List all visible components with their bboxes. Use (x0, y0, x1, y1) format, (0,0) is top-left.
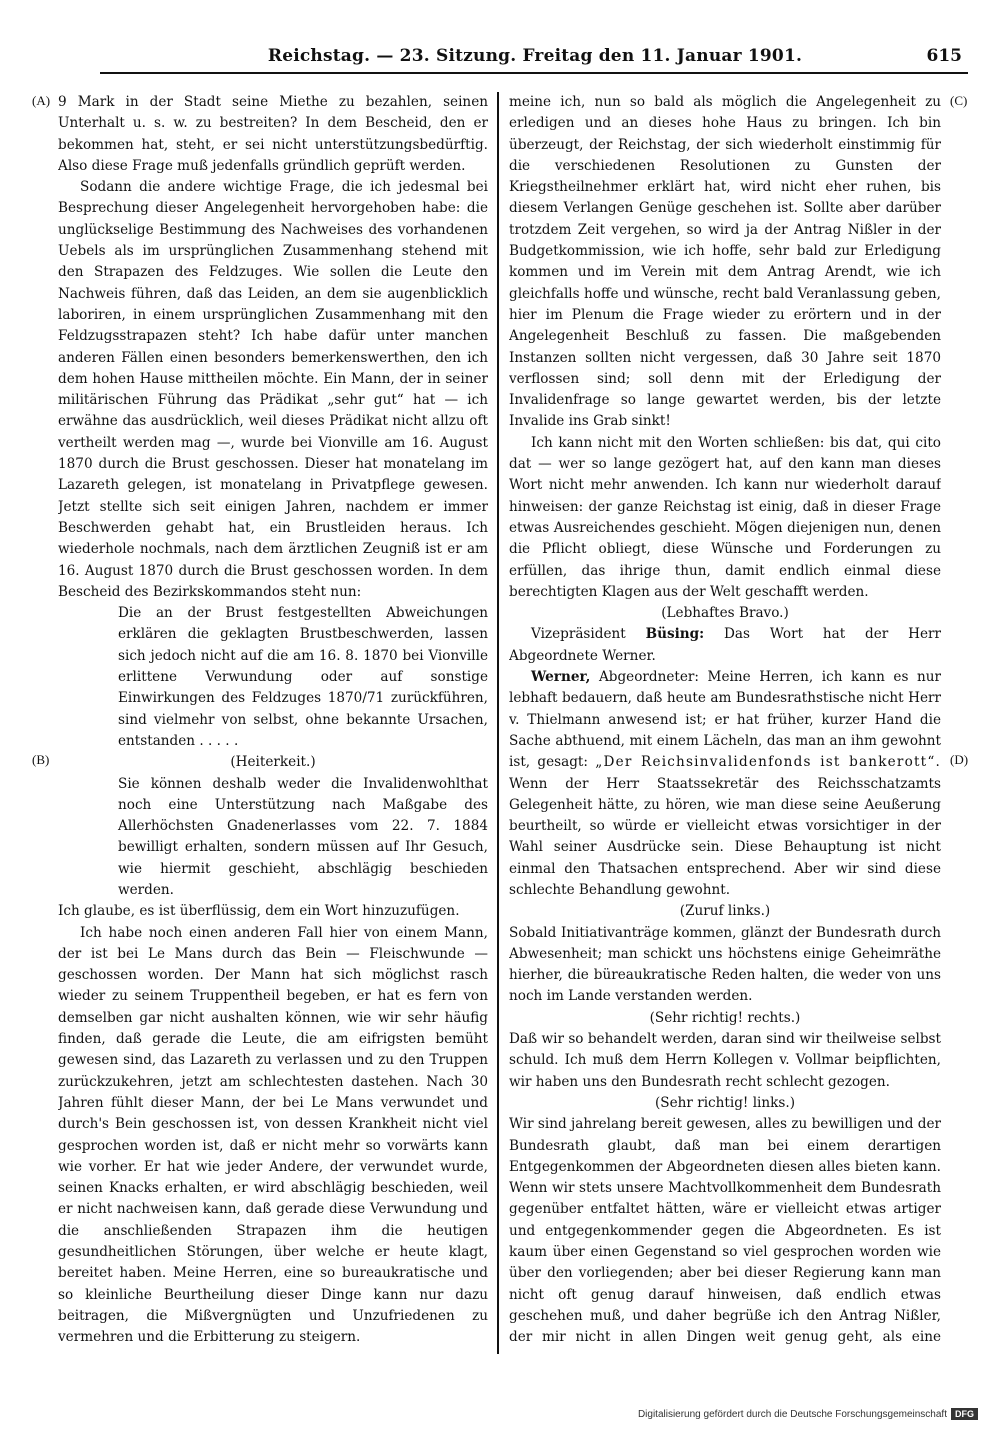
digitization-credit (638, 1408, 978, 1420)
margin-mark-b: (B) (32, 752, 50, 767)
quoted-notice: Die an der Brust festgestellten Abweichungen erklären die geklagten Brustbeschwerden, lassen sich jedoch nicht auf die am 16. 8. 1870 bei Vionville erlittene Verwundung oder auf sonstige Einwirkungen des Feldzuges 1870/71 zurückführen, sind vielmehr von selbst, ohne bekannte Ursachen, entstanden . . . . . (118, 605, 488, 749)
paragraph: meine ich, nun so bald als möglich die Angelegenheit zu erledigen und an dieses hohe Haus zu bringen. Ich bin überzeugt, der Reichstag, der sich wiederholt einstimmig für die verschiedenen Resolutionen zu Gunsten der Kriegstheilnehmer erklärt hat, wird nicht eher ruhen, bis diesem Verlangen Genüge geschehen ist. Sollte aber darüber trotzdem Zeit vergehen, so wird ja der Antrag Nißler in der Budgetkommission, wie ich hoffe, sehr bald zur Erledigung kommen und im Verein mit dem Antrag Arendt, wie ich gleichfalls hoffe und wünsche, recht bald Veranlassung geben, hier im Plenum die Frage wieder zu erörtern und in der Angelegenheit Beschluß zu fassen. Die maßgebenden Instanzen sollten nicht vergessen, daß 30 Jahre seit 1870 verflossen sind; soll denn mit der Erledigung der Invalidenfrage so lange gewartet werden, bis der letzte Invalide ins Grab sinkt! (509, 94, 941, 430)
interjection (58, 1349, 488, 1352)
left-column (58, 92, 488, 1352)
interjection: (Sehr richtig! rechts.) (649, 1009, 801, 1026)
speaker-text: Abgeordneter: Meine Herren, ich kann es nur lebhaft bedauern, daß heute am Bundesrathstische nicht Herr v. Thielmann anwesend ist; er hat früher, kurzer Hand die Sache abthuend, mit einem Lächeln, das man an ihm gewohnt ist, gesagt: (509, 669, 941, 771)
margin-mark-c: (C) (950, 93, 968, 108)
interjection: (Sehr richtig! links.) (654, 1094, 796, 1111)
paragraph: Ich habe noch einen anderen Fall hier von einem Mann, der ist bei Le Mans durch das Bein — Fleischwunde — geschossen worden. Der Mann hat sich möglichst rasch wieder zu seinem Truppentheil begeben, er hat es fern von demselben gar nicht aushalten können, wie wir sehr häufig finden, daß gerade die Leute, die am eifrigsten bemüht gewesen sind, das Lazareth zu verlassen und zu den Truppen zurückzukehren, jetzt am schlechtesten dastehen. Nach 30 Jahren fühlt dieser Mann, der bei Le Mans verwundet und durch's Bein geschossen ist, von dessen Krankheit nicht viel gesprochen worden ist, daß er nicht mehr so vorwärts kann wie vorher. Er hat wie jeder Andere, der verwundet wurde, seinen Knacks erhalten, er wird abschlägig beschieden, weil er nicht nachweisen kann, daß gerade diese Verwundung und die anschließenden Strapazen ihm die heutigen gesundheitlichen Störungen, über welche er heute klagt, bereitet haben. Meine Herren, eine so bureaukratische und so kleinliche Beurtheilung dieser Dinge kann nur dazu beitragen, die Mißvergnügten und Unzufriedenen zu vermehren und die Erbitterung zu steigern. (58, 924, 488, 1346)
paragraph: Ich kann nicht mit den Worten schließen: bis dat, qui cito dat — wer so lange gezögert hat, auf den kann man dieses Wort nicht mehr anwenden. Ich kann nur wiederholt darauf hinweisen: der ganze Reichstag ist einig, daß in dieser Frage etwas Ausreichendes geschieht. Mögen diejenigen nun, denen die Pflicht obliegt, diese Wünsche und Forderungen zu erfüllen, das ihrige thun, damit endlich einmal diese berechtigten Klagen aus der Welt geschafft werden. (509, 434, 941, 600)
paragraph: Ich glaube, es ist überflüssig, dem ein Wort hinzuzufügen. (58, 903, 460, 920)
speaker-text: Das Wort hat der Herr Abgeordnete Werner. (509, 626, 941, 664)
paragraph: Daß wir so behandelt werden, daran sind wir theilweise selbst schuld. Ich muß dem Herrn Kollegen v. Vollmar beipflichten, wir haben uns den Bundesrath recht schlecht gezogen. (509, 1031, 941, 1090)
column-divider (497, 92, 499, 1354)
paragraph: 9 Mark in der Stadt seine Miethe zu bezahlen, seinen Unterhalt u. s. w. zu bestreiten? In dem Bescheid, den er bekommen hat, steht, er sei nicht unterstützungsbedürftig. Also diese Frage muß jedenfalls gründlich geprüft werden. (58, 94, 488, 174)
interjection: (Lebhaftes Bravo.) (661, 605, 789, 622)
speaker-paragraph (509, 624, 941, 667)
paragraph (509, 1114, 941, 1352)
page-header (40, 40, 970, 74)
dfg-logo: DFG (951, 1408, 978, 1420)
margin-mark-d: (D) (950, 752, 969, 767)
paragraph: Sobald Initiativanträge kommen, glänzt der Bundesrath durch Abwesenheit; man schickt uns höchstens einige Geheimräthe hierher, die büreaukratische Reden halten, die weder von uns noch im Lande verstanden werden. (509, 924, 941, 1005)
speaker-paragraph (509, 667, 941, 901)
speaker-name: Werner, (531, 669, 591, 686)
speaker-text: Wenn der Herr Staatssekretär des Reichsschatzamts Gelegenheit hätte, zu hören, wie man diese seine Aeußerung beurtheilt, so würde er vielleicht etwas vorsichtiger in der Wahl seiner Ausdrücke sein. Diese Behauptung ist nicht einmal den Thatsachen entsprechend. Aber wir sind diese schlechte Behandlung gewohnt. (509, 775, 941, 898)
speaker-role: Vizepräsident (531, 626, 626, 643)
right-column (509, 92, 941, 1352)
running-title: Reichstag. — 23. Sitzung. Freitag den 11. Januar 1901. (267, 46, 803, 66)
spaced-quote: „Der Reichsinvalidenfonds ist bankerott“. (595, 754, 941, 771)
credit-text: Digitalisierung gefördert durch die Deutsche Forschungsgemeinschaft (637, 1409, 947, 1420)
paragraph-text: Wir sind jahrelang bereit gewesen, alles zu bewilligen und der Bundesrath glaubt, daß man bei einem derartigen Entgegenkommen der Abgeordneten diesen alles bieten kann. Wenn wir stets unsere Machtvollkommenheit dem Bundesrath gegenüber entfaltet hätten, wäre er vielleicht etwas artiger und entgegenkommender gegen die Abgeordneten. Es ist kaum über einen Gegenstand so viel gesprochen worden wie über den vorliegenden; aber bei dieser Regierung kann man nicht oft genug darauf hinweisen, daß endlich etwas geschehen muß, und daher begrüße ich den Antrag Nißler, der mir nicht in allen Dingen weit genug geht, als eine (509, 1116, 941, 1346)
paragraph: Sodann die andere wichtige Frage, die ich jedesmal bei Besprechung dieser Angelegenheit hervorgehoben habe: die unglückselige Bestimmung des Nachweises des vorhandenen Uebels als im ursprünglichen Zusammenhang stehend mit den Strapazen des Feldzuges. Wie sollen die Leute den Nachweis führen, daß das Leiden, an dem sie augenblicklich laboriren, in einem ursprünglichen Zusammenhang mit den Feldzugsstrapazen steht? Ich habe dafür unter manchen anderen Fällen einen besonders bemerkenswerthen, den ich dem hohen Hause mittheilen möchte. Ein Mann, der in seiner militärischen Führung das Prädikat „sehr gut“ hat — ich erwähne das ausdrücklich, weil dieses Prädikat nicht allzu oft vertheilt werden mag —, wurde bei Vionville am 16. August 1870 durch die Brust geschossen. Dieser hat monatelang im Lazareth gelegen, ist monatelang in Privatpflege gewesen. Jetzt stellte sich seit einigen Jahren, nachdem er immer Beschwerden gehabt hat, ein Brustleiden heraus. Ich wiederhole nochmals, nach dem ärztlichen Zeugniß ist er am 16. August 1870 durch die Brust geschossen worden. In dem Bescheid des Bezirkskommandos steht nun: (58, 179, 488, 600)
interjection: (Zuruf links.) (679, 903, 771, 920)
speaker-name: Büsing: (645, 626, 705, 643)
quoted-notice: Sie können deshalb weder die Invalidenwohlthat noch eine Unterstützung nach Maßgabe des Allerhöchsten Gnadenerlasses vom 22. 7. 1884 bewilligt erhalten, sondern müssen auf Ihr Gesuch, wie hiermit geschieht, abschlägig beschieden werden. (118, 775, 488, 898)
header-rule (100, 72, 968, 74)
margin-mark-a: (A) (32, 93, 51, 108)
interjection: (Heiterkeit.) (230, 754, 316, 771)
page-number: 615 (926, 46, 962, 66)
